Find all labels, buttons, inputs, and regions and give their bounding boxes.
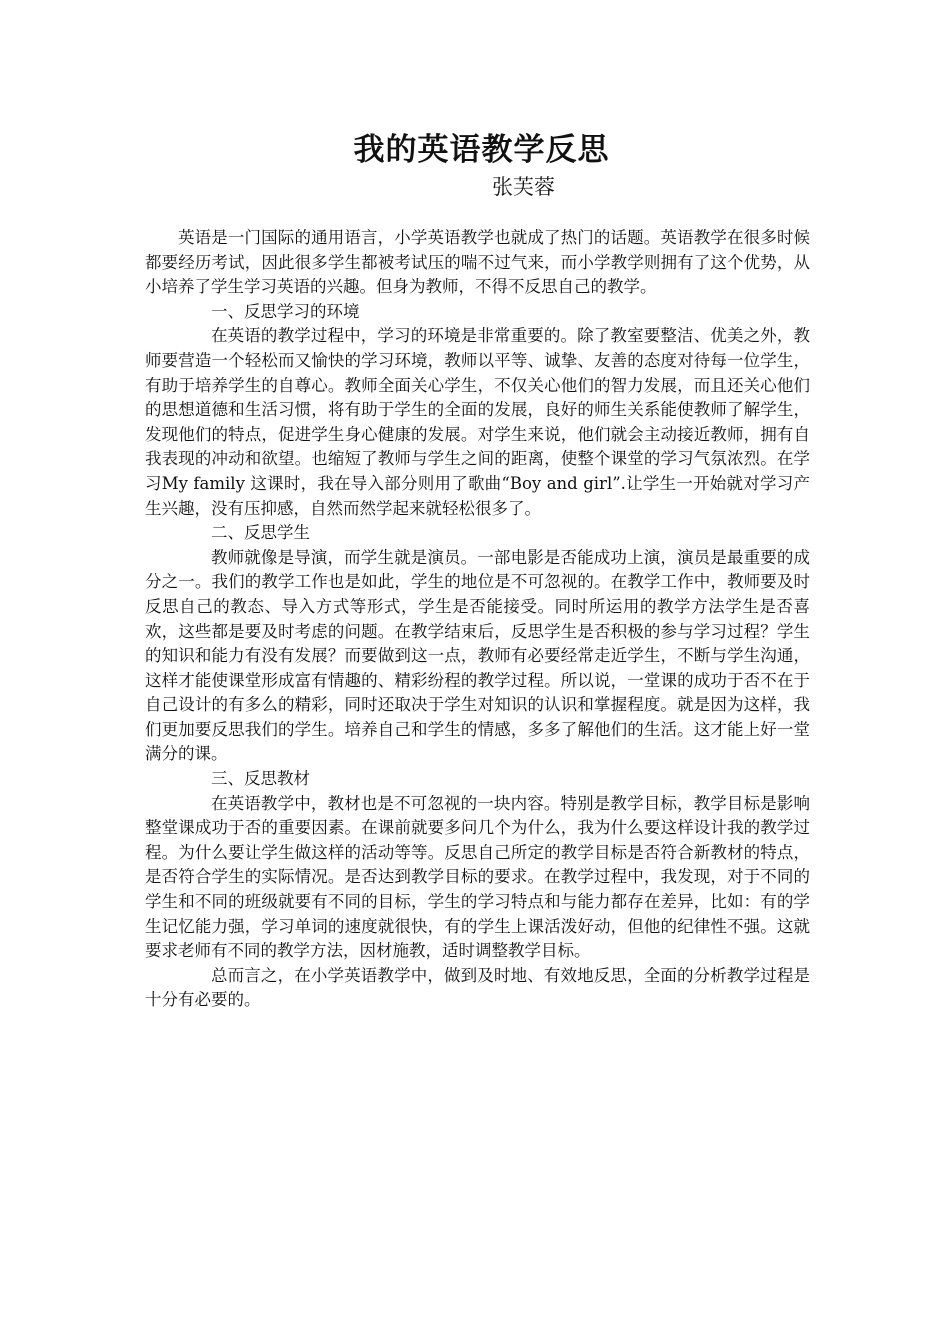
section-body-environment: 在英语的教学过程中，学习的环境是非常重要的。除了教室要整洁、优美之外，教师要营造一个轻松而又愉快的学习环境，教师以平等、诚挚、友善的态度对待每一位学生，有助于培养学生的自尊心。教师全面关心学生，不仅关心他们的智力发展，而且还关心他们的思想道德和生活习惯，将有助于学生的全面的发展，良好的师生关系能使教师了解学生，发现他们的特点，促进学生身心健康的发展。对学生来说，他们就会主动接近教师，拥有自我表现的冲动和欲望。也缩短了教师与学生之间的距离，使整个课堂的学习气氛浓烈。在学习My family 这课时，我在导入部分则用了歌曲“Boy and girl”.让学生一开始就对学习产生兴趣，没有压抑感，自然而然学起来就轻松很多了。 [145, 326, 810, 518]
document-page [145, 128, 810, 1013]
document-title: 我的英语教学反思 [353, 132, 610, 168]
document-author: 张芙蓉 [492, 175, 555, 199]
section-heading-environment: 一、反思学习的环境 [211, 301, 360, 321]
conclusion-paragraph: 总而言之，在小学英语教学中，做到及时地、有效地反思，全面的分析教学过程是十分有必要的。 [145, 965, 810, 1010]
section-heading-students: 二、反思学生 [211, 523, 310, 543]
section-heading-materials: 三、反思教材 [211, 769, 310, 789]
section-body-students: 教师就像是导演，而学生就是演员。一部电影是否能成功上演，演员是最重要的成分之一。我们的教学工作也是如此，学生的地位是不可忽视的。在教学工作中，教师要及时反思自己的教态、导入方式等形式，学生是否能接受。同时所运用的教学方法学生是否喜欢，这些都是要及时考虑的问题。在教学结束后，反思学生是否积极的参与学习过程？学生的知识和能力有没有发展？而要做到这一点，教师有必要经常走近学生，不断与学生沟通，这样才能使课堂形成富有情趣的、精彩纷程的教学过程。所以说，一堂课的成功于否不在于自己设计的有多么的精彩，同时还取决于学生对知识的认识和掌握程度。就是因为这样，我们更加要反思我们的学生。培养自己和学生的情感，多多了解他们的生活。这才能上好一堂满分的课。 [145, 547, 810, 764]
section-body-materials: 在英语教学中，教材也是不可忽视的一块内容。特别是教学目标，教学目标是影响整堂课成功于否的重要因素。在课前就要多问几个为什么，我为什么要这样设计我的教学过程。为什么要让学生做这样的活动等等。反思自己所定的教学目标是否符合新教材的特点，是否符合学生的实际情况。是否达到教学目标的要求。在教学过程中，我发现，对于不同的学生和不同的班级就要有不同的目标，学生的学习特点和与能力都存在差异，比如：有的学生记忆能力强，学习单词的速度就很快，有的学生上课活泼好动，但他的纪律性不强。这就要求老师有不同的教学方法，因材施教，适时调整教学目标。 [145, 793, 810, 961]
intro-paragraph: 英语是一门国际的通用语言，小学英语教学也就成了热门的话题。英语教学在很多时候都要经历考试，因此很多学生都被考试压的喘不过气来，而小学教学则拥有了这个优势，从小培养了学生学习英语的兴趣。但身为教师，不得不反思自己的教学。 [145, 228, 810, 297]
